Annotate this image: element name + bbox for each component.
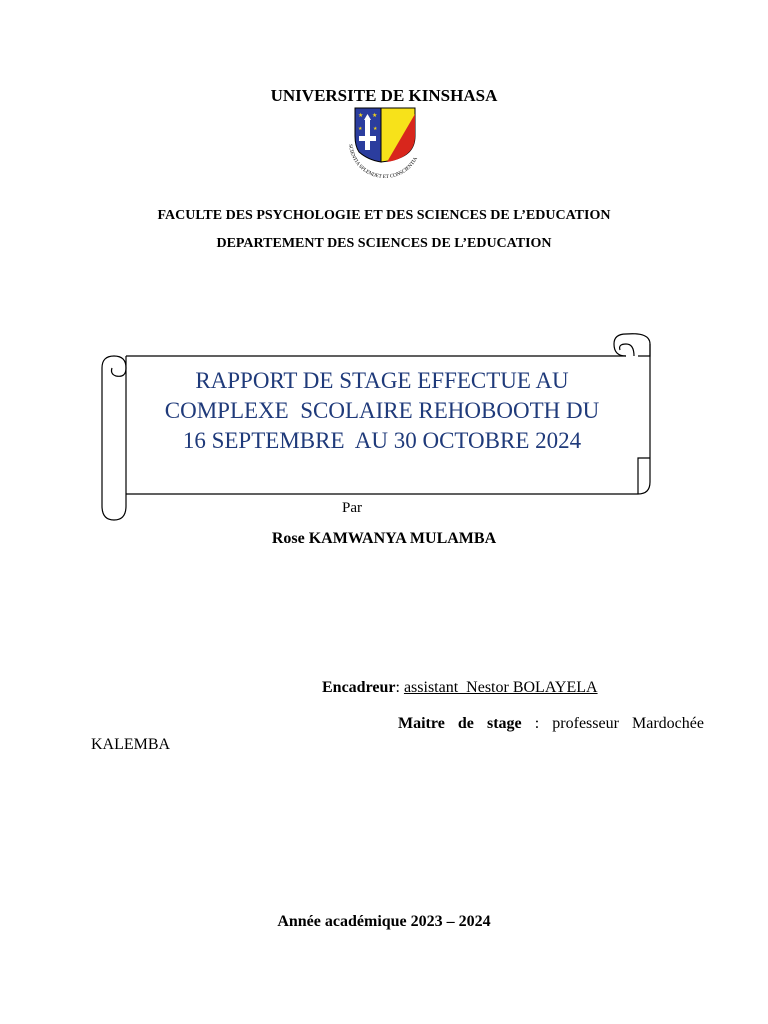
author-name: Rose KAMWANYA MULAMBA (271, 530, 497, 547)
internship-master-name: professeur Mardochée (552, 715, 704, 732)
report-title-line-3: 16 SEPTEMBRE AU 30 OCTOBRE 2024 (182, 428, 582, 453)
svg-text:★: ★ (373, 127, 378, 132)
academic-year: Année académique 2023 – 2024 (277, 913, 491, 930)
internship-master-name-continued: KALEMBA (91, 736, 171, 753)
department-name: DEPARTEMENT DES SCIENCES DE L’EDUCATION (216, 236, 552, 251)
supervisor-name: assistant Nestor BOLAYELA (403, 679, 598, 696)
svg-text:★: ★ (358, 113, 364, 119)
university-crest-logo (343, 106, 427, 184)
university-name: UNIVERSITE DE KINSHASA (270, 86, 498, 105)
report-title (130, 366, 634, 456)
report-title-line-1: RAPPORT DE STAGE EFFECTUE AU (195, 368, 569, 393)
faculty-name: FACULTE DES PSYCHOLOGIE ET DES SCIENCES DE L’EDUCATION (157, 208, 611, 223)
supervisor-line: Encadreur: assistant Nestor BOLAYELA (322, 679, 598, 696)
supervisor-label: Encadreur (322, 679, 396, 696)
internship-master-label: Maitre de stage (398, 715, 522, 732)
internship-master-line: Maitre de stage : professeur Mardochée (398, 715, 704, 732)
svg-text:★: ★ (372, 113, 378, 119)
by-label: Par (342, 500, 362, 516)
crest-motto: SCIENTIA SPLENDET ET CONSCIENTIA (347, 143, 420, 181)
report-title-line-2: COMPLEXE SCOLAIRE REHOBOOTH DU (164, 398, 600, 423)
svg-text:★: ★ (358, 127, 363, 132)
